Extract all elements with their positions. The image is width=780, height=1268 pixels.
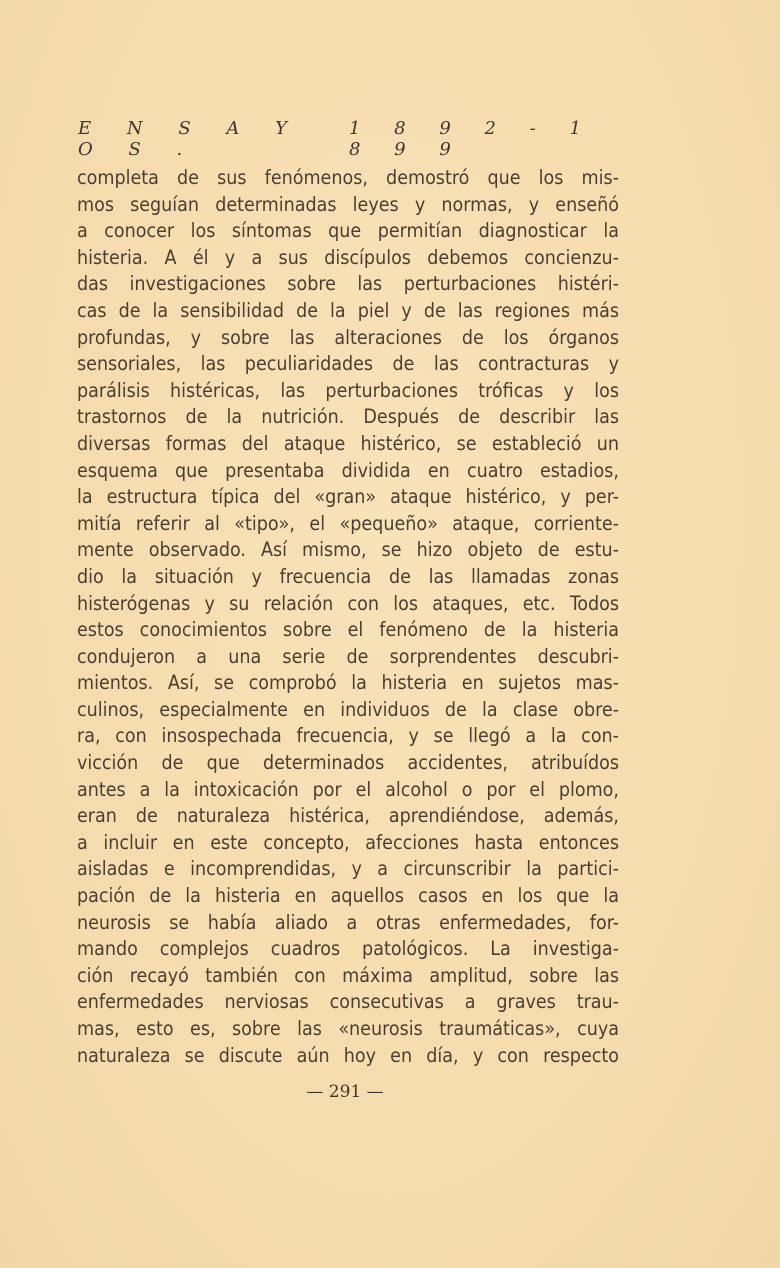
text-line: sensoriales, las peculiaridades de las contracturas y bbox=[77, 352, 619, 376]
text-line: aisladas e incomprendidas, y a circunscribir la partici- bbox=[77, 857, 619, 881]
text-line: pación de la histeria en aquellos casos en los que la bbox=[77, 884, 619, 908]
text-line: mando complejos cuadros patológicos. La investiga- bbox=[77, 937, 619, 961]
text-line: vicción de que determinados accidentes, atribuídos bbox=[77, 751, 619, 775]
text-line: dio la situación y frecuencia de las llamadas zonas bbox=[77, 564, 619, 588]
text-line: a incluir en este concepto, afecciones hasta entonces bbox=[77, 830, 619, 854]
text-line: estos conocimientos sobre el fenómeno de la histeria bbox=[77, 618, 619, 642]
page-number: — 291 — bbox=[306, 1082, 384, 1102]
text-line: la estructura típica del «gran» ataque histérico, y per- bbox=[77, 485, 619, 509]
text-line: a conocer los síntomas que permitían diagnosticar la bbox=[77, 219, 619, 243]
text-line: culinos, especialmente en individuos de la clase obre- bbox=[77, 697, 619, 721]
text-line: parálisis histéricas, las perturbaciones tróficas y los bbox=[77, 378, 619, 402]
text-line: neurosis se había aliado a otras enfermedades, for- bbox=[77, 910, 619, 934]
text-line: ra, con insospechada frecuencia, y se llegó a la con- bbox=[77, 724, 619, 748]
text-line: ción recayó también con máxima amplitud, sobre las bbox=[77, 963, 619, 987]
body-text bbox=[77, 165, 619, 1069]
text-line: cas de la sensibilidad de la piel y de las regiones más bbox=[77, 298, 619, 322]
text-line: trastornos de la nutrición. Después de describir las bbox=[77, 405, 619, 429]
text-line: completa de sus fenómenos, demostró que los mis- bbox=[77, 166, 619, 189]
running-header-title: E N S A Y O S . bbox=[78, 118, 302, 160]
text-line: enfermedades nerviosas consecutivas a graves trau- bbox=[77, 990, 619, 1014]
text-line: mos seguían determinadas leyes y normas, y enseñó bbox=[77, 192, 619, 216]
text-line: mente observado. Así mismo, se hizo objeto de estu- bbox=[77, 538, 619, 562]
text-line: naturaleza se discute aún hoy en día, y con respecto bbox=[77, 1043, 619, 1067]
text-line: profundas, y sobre las alteraciones de los órganos bbox=[77, 325, 619, 349]
text-line: esquema que presentaba dividida en cuatro estadios, bbox=[77, 458, 619, 482]
running-header bbox=[78, 118, 633, 160]
text-line: histeria. A él y a sus discípulos debemos concienzu- bbox=[77, 245, 619, 269]
running-header-years: 1 8 9 2 - 1 8 9 9 bbox=[348, 118, 595, 160]
text-line: eran de naturaleza histérica, aprendiéndose, además, bbox=[77, 804, 619, 828]
text-line: condujeron a una serie de sorprendentes descubri- bbox=[77, 644, 619, 668]
text-line: mas, esto es, sobre las «neurosis traumáticas», cuya bbox=[77, 1017, 619, 1040]
text-line: mitía referir al «tipo», el «pequeño» ataque, corriente- bbox=[77, 511, 619, 535]
text-line: diversas formas del ataque histérico, se estableció un bbox=[77, 431, 619, 455]
text-line: antes a la intoxicación por el alcohol o por el plomo, bbox=[77, 777, 619, 801]
text-line: das investigaciones sobre las perturbaciones histéri- bbox=[77, 272, 619, 296]
text-line: histerógenas y su relación con los ataques, etc. Todos bbox=[77, 591, 619, 615]
text-line: mientos. Así, se comprobó la histeria en sujetos mas- bbox=[77, 671, 619, 695]
